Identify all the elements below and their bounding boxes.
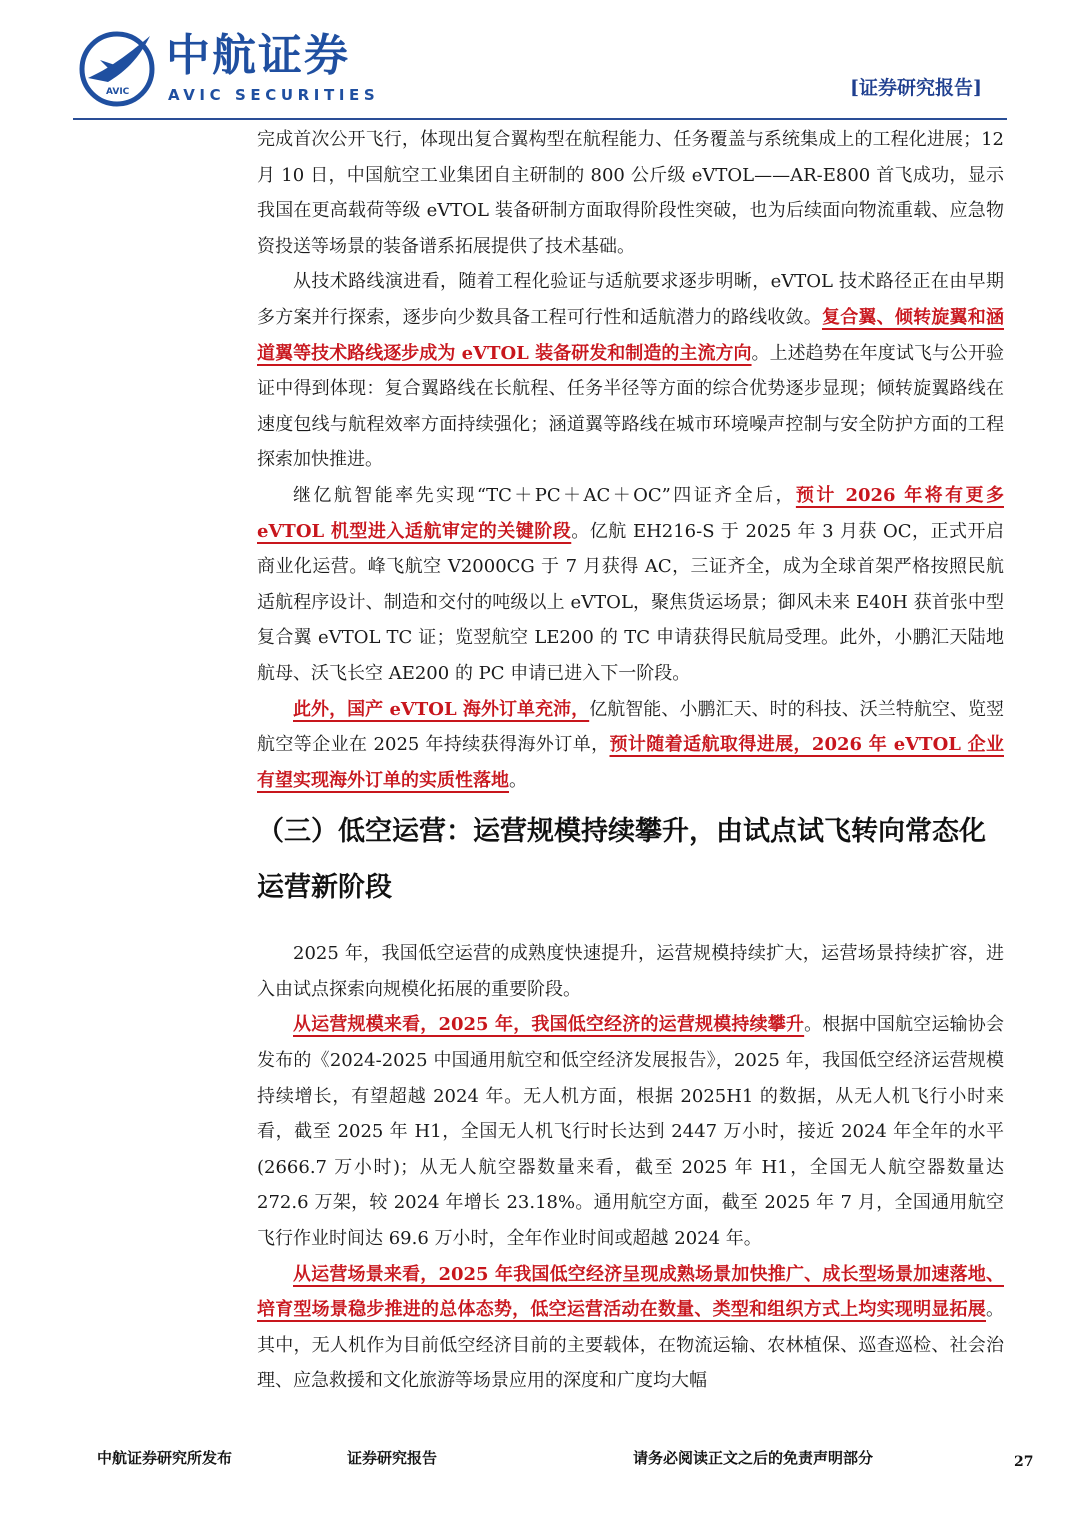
paragraph-3-text-c: 。亿航 EH216-S 于 2025 年 3 月获 OC，正式开启商业化运营。峰飞航空 V2000CG 于 7 月获得 AC，三证齐全，成为全球首架严格按照民航适航程序设计、制造和交付的吨级以上 eVTOL，聚焦货运场景；御风未来 E40H 获首张中型复合翼 eVTOL TC 证；览翌航空 LE200 的 TC 申请获得民航局受理。此外，小鹏汇天陆地航母、沃飞长空 AE200 的 PC 申请已进入下一阶段。 <box>257 520 1004 684</box>
logo-title-cn: 中航证券 <box>166 30 350 81</box>
paragraph-4 <box>257 692 1004 799</box>
highlight-overseas-orders: 此外，国产 eVTOL 海外订单充沛， <box>293 698 590 720</box>
paragraph-5 <box>257 936 1004 1007</box>
paragraph-3-text-a: 继亿航智能率先实现“TC＋PC＋AC＋OC”四证齐全后， <box>293 484 796 506</box>
paragraph-7-text-b: 。其中，无人机作为目前低空经济目前的主要载体，在物流运输、农林植保、巡查巡检、社会治理、应急救援和文化旅游等场景应用的深度和广度均大幅 <box>257 1299 1004 1392</box>
avic-wing-icon <box>78 30 156 108</box>
footer-disclaimer: 请务必阅读正文之后的免责声明部分 <box>633 1449 874 1467</box>
highlight-orders-forecast: 预计随着适航取得进展，2026 年 eVTOL 企业有望实现海外订单的实质性落地 <box>257 734 1004 791</box>
main-content <box>257 122 1004 1399</box>
highlight-operation-scale: 从运营规模来看，2025 年，我国低空经济的运营规模持续攀升 <box>293 1014 805 1036</box>
paragraph-3 <box>257 478 1004 692</box>
highlight-tech-route: 复合翼、倾转旋翼和涵道翼等技术路线逐步成为 eVTOL 装备研发和制造的主流方向 <box>257 306 1005 364</box>
section-heading: （三）低空运营：运营规模持续攀升，由试点试飞转向常态化运营新阶段 <box>257 816 986 904</box>
paragraph-2-text-c: 。上述趋势在年度试飞与公开验证中得到体现：复合翼路线在长航程、任务半径等方面的综合优势逐步显现；倾转旋翼路线在速度包线与航程效率方面持续强化；涵道翼等路线在城市环境噪声控制与安全防护方面的工程探索加快推进。 <box>257 342 1004 471</box>
page-header <box>0 0 1080 122</box>
paragraph-5-text: 2025 年，我国低空运营的成熟度快速提升，运营规模持续扩大，运营场景持续扩容，进入由试点探索向规模化拓展的重要阶段。 <box>257 943 1004 1000</box>
paragraph-4-text-d: 。 <box>509 769 527 791</box>
paragraph-1-text: 完成首次公开飞行，体现出复合翼构型在航程能力、任务覆盖与系统集成上的工程化进展；12 月 10 日，中国航空工业集团自主研制的 800 公斤级 eVTOL——AR-E800 首飞成功，显示我国在更高载荷等级 eVTOL 装备研制方面取得阶段性突破，也为后续面向物流重载、应急物资投送等场景的装备谱系拓展提供了技术基础。 <box>257 129 1004 257</box>
logo-title-en: AVIC SECURITIES <box>168 86 380 104</box>
paragraph-2-text-a: 从技术路线演进看，随着工程化验证与适航要求逐步明晰，eVTOL 技术路径正在由早期多方案并行探索，逐步向少数具备工程可行性和适航潜力的路线收敛。 <box>257 271 1004 328</box>
highlight-operation-scenario: 从运营场景来看，2025 年我国低空经济呈现成熟场景加快推广、成长型场景加速落地、培育型场景稳步推进的总体态势，低空运营活动在数量、类型和组织方式上均实现明显拓展 <box>257 1263 1004 1321</box>
footer-publisher: 中航证券研究所发布 <box>97 1449 233 1467</box>
paragraph-2 <box>257 264 1004 478</box>
logo-badge-text: AVIC <box>106 87 130 97</box>
paragraph-4-text-b: 亿航智能、小鹏汇天、时的科技、沃兰特航空、览翌航空等企业在 2025 年持续获得海外订单， <box>257 698 1005 756</box>
paragraph-1 <box>257 122 1004 264</box>
header-divider <box>73 118 1007 120</box>
paragraph-7 <box>257 1257 1004 1399</box>
highlight-airworthiness: 预计 2026 年将有更多 eVTOL 机型进入适航审定的关键阶段 <box>257 484 1004 542</box>
footer-doc-type: 证券研究报告 <box>347 1449 438 1467</box>
page-footer <box>0 1448 1080 1488</box>
page-number: 27 <box>1014 1454 1034 1470</box>
paragraph-6-text-b: 。根据中国航空运输协会发布的《2024-2025 中国通用航空和低空经济发展报告》，2025 年，我国低空经济运营规模持续增长，有望超越 2024 年。无人机方面，根据 2025H1 的数据，从无人机飞行小时来看，截至 2025 年 H1，全国无人机飞行时长达到 2447 万小时，接近 2024 年全年的水平(2666.7 万小时)；从无人航空器数量来看，截至 2025 年 H1，全国无人航空器数量达 272.6 万架，较 2024 年增长 23.18%。通用航空方面，截至 2025 年 7 月，全国通用航空飞行作业时间达 69.6 万小时，全年作业时间或超越 2024 年。 <box>257 1014 1004 1250</box>
report-type-tag: [证券研究报告] <box>850 77 982 99</box>
paragraph-6 <box>257 1007 1004 1256</box>
